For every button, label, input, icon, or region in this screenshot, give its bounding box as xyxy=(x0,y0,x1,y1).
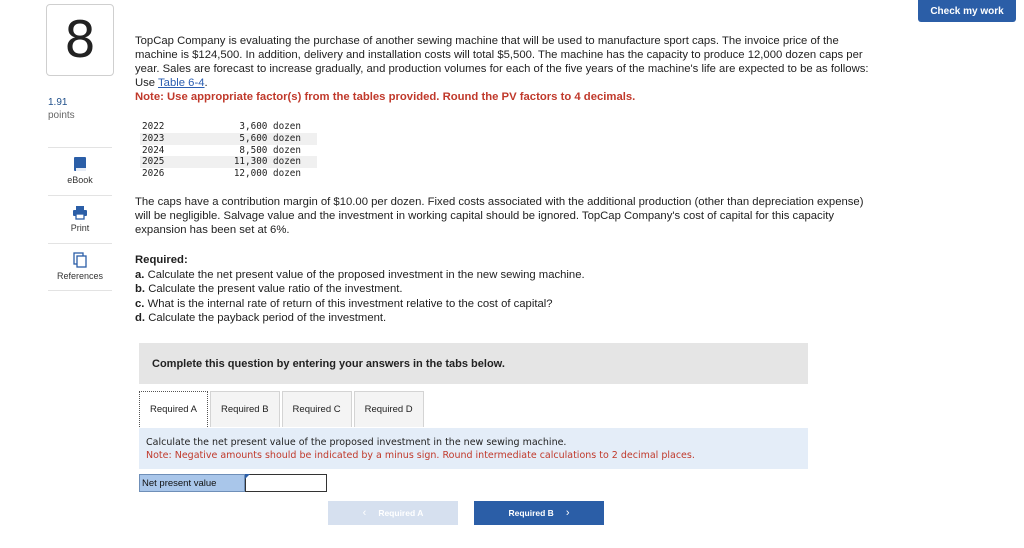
production-quantity: 5,600 dozen xyxy=(198,133,317,145)
production-year: 2023 xyxy=(140,133,198,145)
points-label: points xyxy=(48,110,75,121)
question-number: 8 xyxy=(46,4,114,76)
production-year: 2024 xyxy=(142,144,165,156)
sidebar-item-print[interactable] xyxy=(48,205,112,233)
sidebar-item-references[interactable] xyxy=(48,252,112,281)
sidebar-item-label: eBook xyxy=(67,175,93,185)
input-flag-marker xyxy=(245,474,250,479)
requirement-tabs xyxy=(139,391,424,427)
intro-end: . xyxy=(204,77,208,89)
prev-tab-label: Required A xyxy=(378,508,424,518)
references-icon xyxy=(73,252,87,268)
production-row xyxy=(140,168,317,180)
required-item-b: b. Calculate the present value ratio of the investment. xyxy=(135,283,403,296)
npv-input[interactable] xyxy=(245,474,327,492)
production-table xyxy=(140,121,317,180)
sidebar-item-label: Print xyxy=(70,223,90,233)
required-item-c: c. What is the internal rate of return of this investment relative to the cost of capital? xyxy=(135,297,553,310)
contribution-paragraph: The caps have a contribution margin of $10.00 per dozen. Fixed costs associated with the additional production (other than depreciation expense) will be negligible. Salvage value and the investment in working capital should be ignored. TopCap Company's cost of capital for this capacity expansion has been set at 6%. xyxy=(135,196,864,236)
rail-divider xyxy=(48,290,112,291)
chevron-left-icon: ‹ xyxy=(362,507,367,519)
rounding-note: Note: Use appropriate factor(s) from the tables provided. Round the PV factors to 4 decimals. xyxy=(135,91,636,103)
points-value: 1.91 xyxy=(48,97,68,108)
prev-tab-button[interactable] xyxy=(328,501,458,525)
tab-instruction: Calculate the net present value of the proposed investment in the new sewing machine. xyxy=(146,437,567,448)
tab-instruction-box xyxy=(139,428,808,469)
sidebar-item-label: References xyxy=(56,271,104,281)
production-quantity: 3,600 dozen xyxy=(239,121,301,132)
production-quantity: 8,500 dozen xyxy=(239,144,301,156)
production-row xyxy=(140,133,317,145)
problem-intro xyxy=(135,34,880,104)
tab-instruction-note: Note: Negative amounts should be indicated by a minus sign. Round intermediate calculations to 2 decimal places. xyxy=(146,450,695,461)
tab-required-d[interactable]: Required D xyxy=(354,391,424,427)
production-row xyxy=(140,121,317,133)
required-item-a: a. Calculate the net present value of the proposed investment in the new sewing machine. xyxy=(135,269,585,281)
rail-divider xyxy=(48,147,112,148)
production-quantity: 11,300 dozen xyxy=(198,156,317,168)
tab-required-c[interactable]: Required C xyxy=(282,391,352,427)
required-list xyxy=(135,268,585,325)
tab-required-a[interactable]: Required A xyxy=(139,391,208,427)
check-my-work-button[interactable]: Check my work xyxy=(918,0,1016,22)
printer-icon xyxy=(72,205,88,220)
production-year: 2022 xyxy=(142,121,165,132)
next-tab-label: Required B xyxy=(508,508,554,518)
book-icon xyxy=(73,156,87,172)
production-row xyxy=(140,156,317,168)
production-quantity: 12,000 dozen xyxy=(233,168,301,180)
production-year: 2026 xyxy=(142,168,165,180)
required-item-d: d. Calculate the payback period of the investment. xyxy=(135,311,387,324)
intro-text: TopCap Company is evaluating the purchase of another sewing machine that will be used to manufacture sport caps. The invoice price of the machine is $124,500. In addition, delivery and installation costs will total $5,500. The machine has the capacity to produce 12,000 dozen caps per year. Sales are forecast to increase gradually, and production volumes for each of the five years of the machine's life are expected to be as follows: Use xyxy=(135,35,869,89)
rail-divider xyxy=(48,195,112,196)
next-tab-button[interactable] xyxy=(474,501,604,525)
production-year: 2025 xyxy=(140,156,198,168)
sidebar-item-ebook[interactable] xyxy=(48,156,112,185)
production-row xyxy=(140,145,317,157)
npv-label: Net present value xyxy=(139,474,245,492)
chevron-right-icon: › xyxy=(565,507,570,519)
table-link[interactable]: Table 6-4 xyxy=(158,77,205,89)
rail-divider xyxy=(48,243,112,244)
required-heading: Required: xyxy=(135,254,188,266)
tab-required-b[interactable]: Required B xyxy=(210,391,280,427)
instructions-banner: Complete this question by entering your answers in the tabs below. xyxy=(139,343,808,384)
